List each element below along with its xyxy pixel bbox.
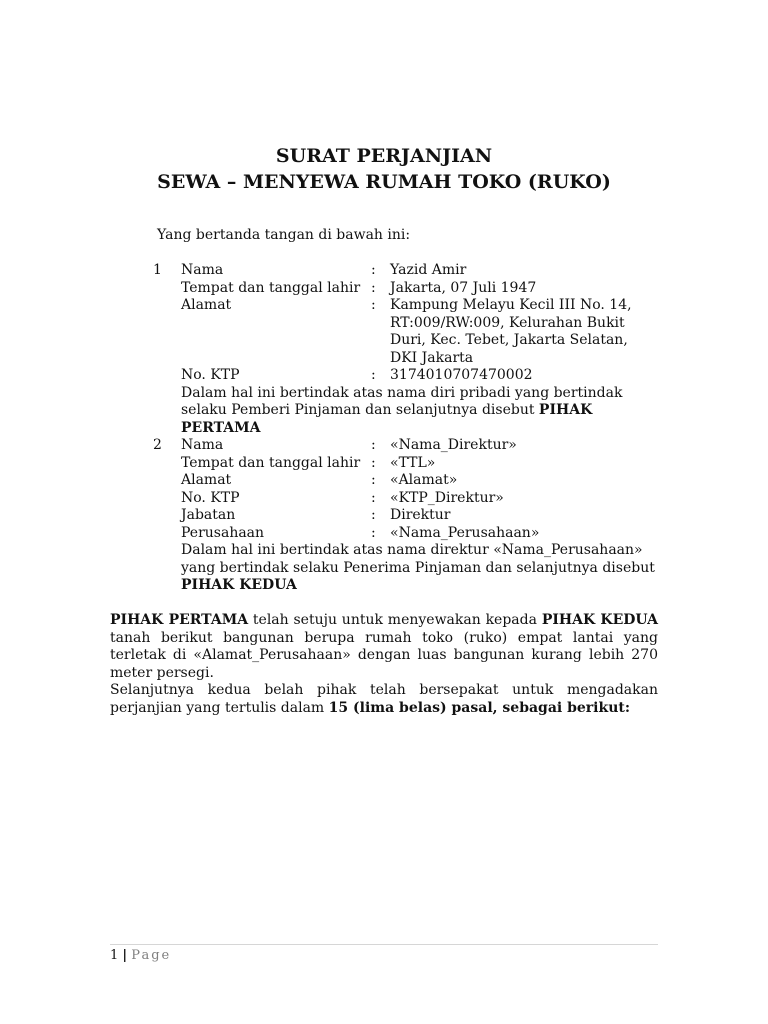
field-label: Tempat dan tanggal lahir xyxy=(181,279,361,296)
role-text: Dalam hal ini bertindak atas nama direktur «Nama_Perusahaan» yang bertindak selaku Penerima Pinjaman dan selanjutnya disebut xyxy=(181,542,655,576)
party-field-ktp xyxy=(153,490,663,508)
field-label: Tempat dan tanggal lahir xyxy=(181,454,361,471)
party-field-position xyxy=(153,507,663,525)
field-value: 3174010707470002 xyxy=(390,367,533,383)
agreement-paragraph-2 xyxy=(110,682,658,717)
field-colon: : xyxy=(371,454,376,471)
paragraph-text: tanah berikut bangunan berupa rumah toko (ruko) empat lantai yang terletak di «Alamat_Perusahaan» dengan luas bangunan kurang lebih 270 meter persegi. xyxy=(110,629,658,681)
field-value: Jakarta, 07 Juli 1947 xyxy=(390,279,537,296)
paragraph-ending: , sebagai berikut: xyxy=(492,699,631,716)
page-footer xyxy=(110,947,171,964)
party-field-birth xyxy=(153,455,663,473)
intro-text: Yang bertanda tangan di bawah ini: xyxy=(157,227,411,243)
field-colon: : xyxy=(371,279,376,296)
party-field-name xyxy=(153,262,663,280)
field-colon: : xyxy=(371,262,376,278)
field-value: «Nama_Perusahaan» xyxy=(390,524,540,541)
agreement-paragraph-1 xyxy=(110,612,658,682)
party-second-mention: PIHAK KEDUA xyxy=(541,612,659,628)
page-number: 1 xyxy=(110,948,119,963)
party-field-birth xyxy=(153,280,663,298)
field-label: No. KTP xyxy=(181,489,240,506)
document-title-line1: SURAT PERJANJIAN xyxy=(275,145,493,167)
article-count: 15 (lima belas) pasal xyxy=(328,699,493,716)
field-label: Jabatan xyxy=(181,507,236,523)
field-label: Nama xyxy=(181,262,224,278)
field-value: «Nama_Direktur» xyxy=(390,437,517,453)
field-label: Alamat xyxy=(181,472,232,488)
party-first-mention: PIHAK PERTAMA xyxy=(110,612,249,628)
role-text: Dalam hal ini bertindak atas nama diri pribadi yang bertindak selaku Pemberi Pinjaman dan selanjutnya disebut xyxy=(181,384,623,418)
field-colon: : xyxy=(371,472,376,488)
document-title-line2: SEWA – MENYEWA RUMAH TOKO (RUKO) xyxy=(157,171,611,193)
agreement-body xyxy=(110,612,658,717)
page-label: Page xyxy=(131,948,172,963)
field-colon: : xyxy=(371,489,376,506)
party-number: 1 xyxy=(153,262,162,278)
party-field-ktp xyxy=(153,367,663,385)
party-second xyxy=(153,437,663,595)
field-value: «TTL» xyxy=(390,454,436,471)
party-role-statement xyxy=(181,542,661,595)
paragraph-text: telah setuju untuk menyewakan kepada xyxy=(252,612,537,628)
party-field-name xyxy=(153,437,663,455)
party-field-address xyxy=(153,472,663,490)
field-value: Kampung Melayu Kecil III No. 14, RT:009/RW:009, Kelurahan Bukit Duri, Kec. Tebet, Jakarta Selatan, DKI Jakarta xyxy=(390,297,632,366)
field-colon: : xyxy=(371,437,376,453)
field-value: «Alamat» xyxy=(390,472,458,488)
party-number: 2 xyxy=(153,437,162,453)
party-field-address xyxy=(153,297,663,367)
party-role-statement xyxy=(181,385,661,438)
role-name: PIHAK KEDUA xyxy=(181,577,297,593)
field-colon: : xyxy=(371,367,376,383)
role-name: PIHAK PERTAMA xyxy=(181,402,593,436)
paragraph-text: Selanjutnya kedua belah pihak telah bersepakat untuk mengadakan perjanjian yang tertulis dalam xyxy=(110,682,658,716)
field-label: Perusahaan xyxy=(181,524,265,541)
party-field-company xyxy=(153,525,663,543)
party-first xyxy=(153,262,663,437)
page-separator: | xyxy=(122,948,128,963)
field-colon: : xyxy=(371,507,376,523)
field-label: Nama xyxy=(181,437,224,453)
field-value: «KTP_Direktur» xyxy=(390,489,504,506)
field-colon: : xyxy=(371,524,376,541)
field-value: Direktur xyxy=(390,507,451,523)
field-label: Alamat xyxy=(181,297,232,313)
field-value: Yazid Amir xyxy=(390,262,467,278)
footer-divider xyxy=(110,944,658,945)
field-label: No. KTP xyxy=(181,367,240,383)
field-colon: : xyxy=(371,297,376,313)
